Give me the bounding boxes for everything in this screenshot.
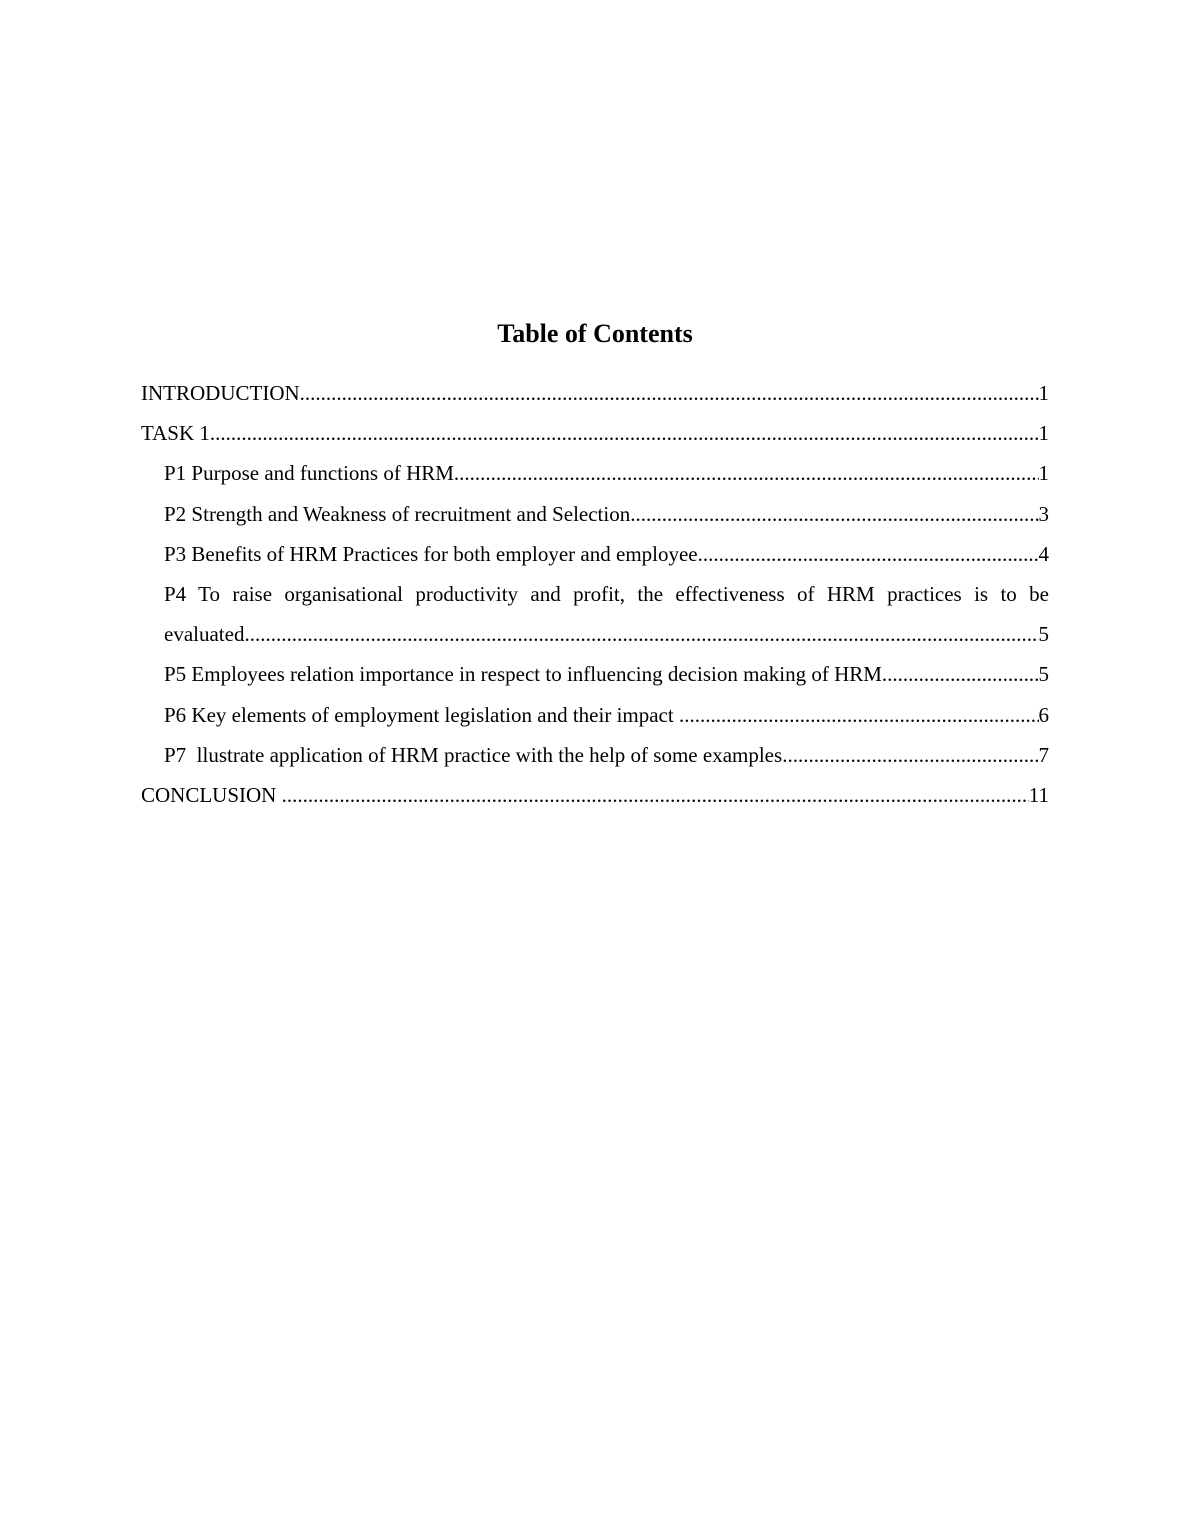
toc-entry-p6[interactable] [141,695,1049,735]
toc-page-number: 4 [1038,541,1049,566]
toc-leader-dots [282,775,1029,815]
toc-page-number: 5 [1038,662,1049,687]
toc-page-number: 6 [1038,702,1049,727]
toc-entry-p3[interactable] [141,534,1049,574]
toc-leader-dots [698,534,1039,574]
toc-page-number: 3 [1038,501,1049,526]
toc-entry-text: P3 Benefits of HRM Practices for both employer and employee [164,541,698,566]
toc-title: Table of Contents [497,319,693,348]
toc-leader-dots [679,695,1039,735]
toc-entry-p1[interactable] [141,453,1049,493]
toc-entry-text: P2 Strength and Weakness of recruitment and Selection [164,501,631,526]
toc-entry-text-continued: evaluated [164,622,245,647]
toc-entry-p4[interactable] [141,574,1049,654]
toc-leader-dots [782,735,1038,775]
toc-page-number: 1 [1038,461,1049,486]
toc-entry-task-1[interactable] [141,413,1049,453]
toc-leader-dots [244,614,1038,654]
toc-leader-dots [454,453,1039,493]
toc-entry-text: TASK 1 [141,421,210,446]
toc-list [141,373,1049,815]
toc-leader-dots [630,494,1038,534]
toc-entry-text: P1 Purpose and functions of HRM [164,461,454,486]
toc-leader-dots [882,654,1039,694]
toc-leader-dots [300,373,1039,413]
toc-page-number: 11 [1028,783,1049,808]
toc-entry-p2[interactable] [141,494,1049,534]
toc-page-number: 1 [1038,381,1049,405]
toc-page-number: 1 [1038,421,1049,446]
toc-entry-conclusion[interactable] [141,775,1049,815]
toc-entry-text: P4 To raise organisational productivity and profit, the effectiveness of HRM practices is to be [164,582,1049,607]
toc-entry-text: P6 Key elements of employment legislation and their impact [164,702,679,727]
toc-leader-dots [210,413,1039,453]
toc-entry-text: CONCLUSION [141,783,282,808]
toc-entry-p5[interactable] [141,654,1049,694]
toc-entry-p7[interactable] [141,735,1049,775]
toc-page-number: 5 [1038,622,1049,647]
toc-page-number: 7 [1038,742,1049,767]
toc-entry-text: INTRODUCTION [141,381,300,405]
toc-entry-text: P5 Employees relation importance in respect to influencing decision making of HRM [164,662,882,687]
toc-entry-introduction[interactable] [141,373,1049,413]
toc-entry-text: P7 llustrate application of HRM practice with the help of some examples [164,742,783,767]
